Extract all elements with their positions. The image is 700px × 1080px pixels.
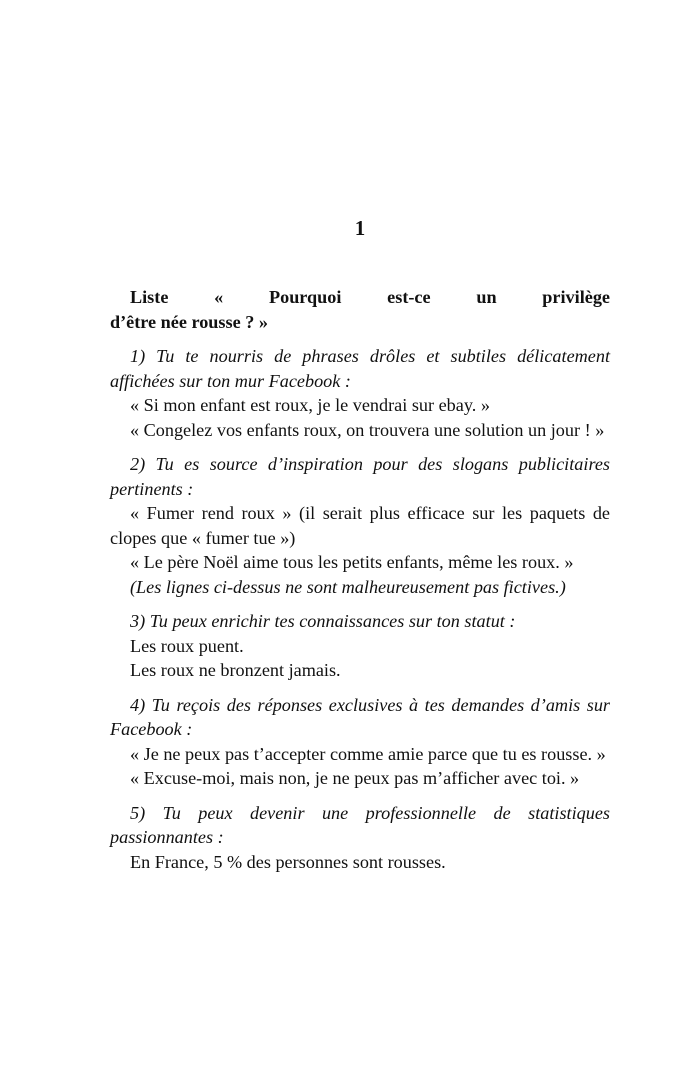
chapter-number: 1 [354,216,366,240]
section-1-line-1: « Si mon enfant est roux, je le vendrai sur ebay. » [130,395,490,415]
section-2-line-1: « Fumer rend roux » (il serait plus efficace sur les paquets de clopes que « fumer tue ») [110,503,610,548]
section-3-line-2: Les roux ne bronzent jamais. [130,660,341,680]
section-2-line-2: « Le père Noël aime tous les petits enfants, même les roux. » [130,552,574,572]
chapter-body [110,285,610,874]
chapter-title [110,285,610,334]
section-2-note: (Les lignes ci-dessus ne sont malheureusement pas fictives.) [130,576,566,597]
section-4-line-2: « Excuse-moi, mais non, je ne peux pas m’afficher avec toi. » [130,768,580,788]
section-5-heading: 5) Tu peux devenir une professionnelle de statistiques passionnantes : [110,802,610,847]
section-3-heading: 3) Tu peux enrichir tes connaissances sur ton statut : [130,611,516,631]
section-1-heading: 1) Tu te nourris de phrases drôles et subtiles délicatement affichées sur ton mur Facebook : [110,346,610,391]
section-3-line-1: Les roux puent. [130,635,244,656]
chapter-title-line-2: d’être née rousse ? » [110,311,268,332]
section-1-line-2: « Congelez vos enfants roux, on trouvera une solution un jour ! » [130,419,605,440]
section-4-line-1: « Je ne peux pas t’accepter comme amie parce que tu es rousse. » [130,743,606,764]
book-page [110,0,610,1080]
section-5-line-1: En France, 5 % des personnes sont rousses. [130,851,446,872]
chapter-title-line-1: Liste « Pourquoi est-ce un privilège [130,287,610,307]
section-2-heading: 2) Tu es source d’inspiration pour des slogans publicitaires pertinents : [110,454,610,499]
section-4-heading: 4) Tu reçois des réponses exclusives à tes demandes d’amis sur Facebook : [110,694,610,739]
